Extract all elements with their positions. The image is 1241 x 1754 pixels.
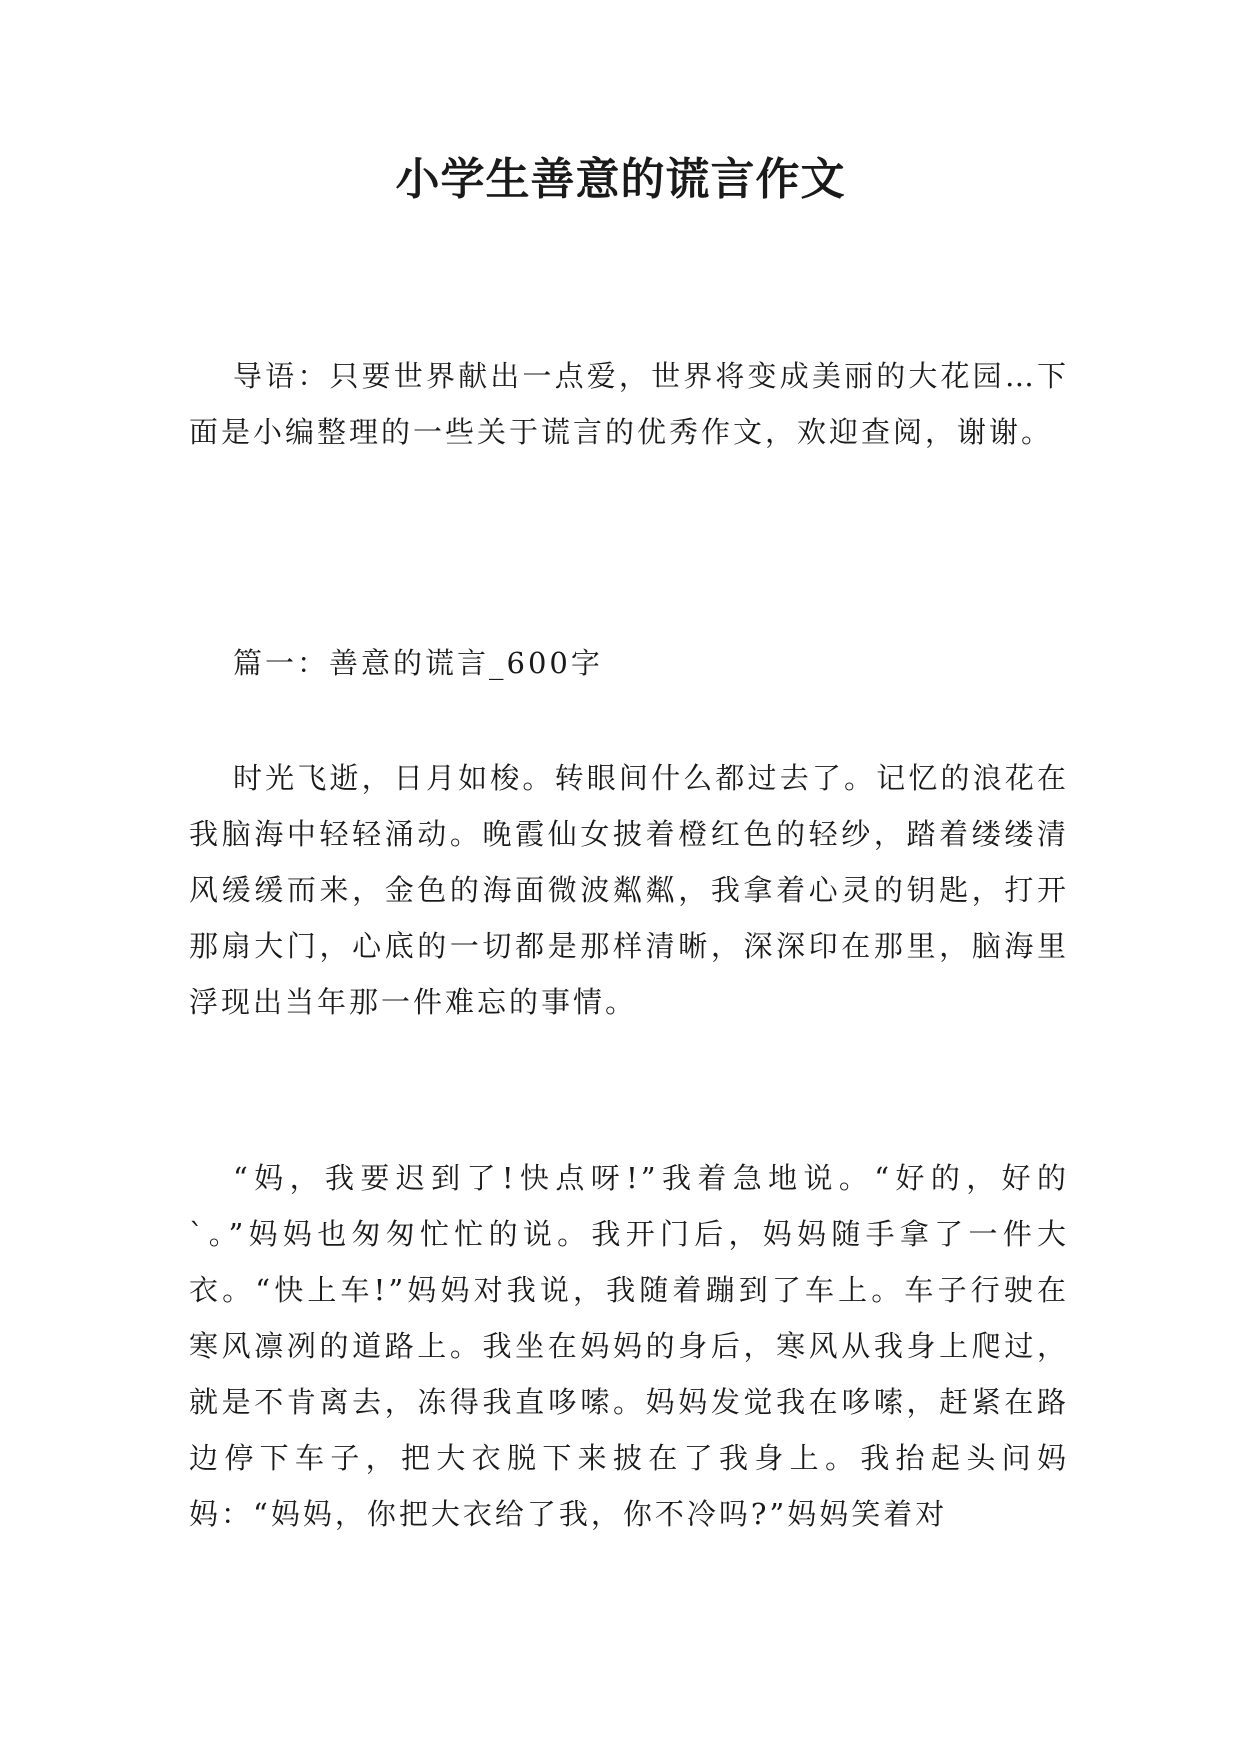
- body-paragraph-1: 时光飞逝，日月如梭。转眼间什么都过去了。记忆的浪花在我脑海中轻轻涌动。晚霞仙女披着橙红色的轻纱，踏着缕缕清风缓缓而来，金色的海面微波粼粼，我拿着心灵的钥匙，打开那扇大门，心底的一切都是那样清晰，深深印在那里，脑海里浮现出当年那一件难忘的事情。: [189, 761, 1069, 1019]
- intro-paragraph: 导语：只要世界献出一点爱，世界将变成美丽的大花园…下面是小编整理的一些关于谎言的优秀作文，欢迎查阅，谢谢。: [189, 359, 1069, 449]
- document-title: 小学生善意的谎言作文: [395, 154, 846, 205]
- body-paragraph-2: “妈，我要迟到了!快点呀!”我着急地说。“好的，好的`。”妈妈也匆匆忙忙的说。我开门后，妈妈随手拿了一件大衣。“快上车!”妈妈对我说，我随着蹦到了车上。车子行驶在寒风凛冽的道路上。我坐在妈妈的身后，寒风从我身上爬过，就是不肯离去，冻得我直哆嗦。妈妈发觉我在哆嗦，赶紧在路边停下车子，把大衣脱下来披在了我身上。我抬起头问妈妈：“妈妈，你把大衣给了我，你不冷吗?”妈妈笑着对: [189, 1161, 1069, 1531]
- section-heading: 篇一：善意的谎言_600字: [233, 646, 603, 680]
